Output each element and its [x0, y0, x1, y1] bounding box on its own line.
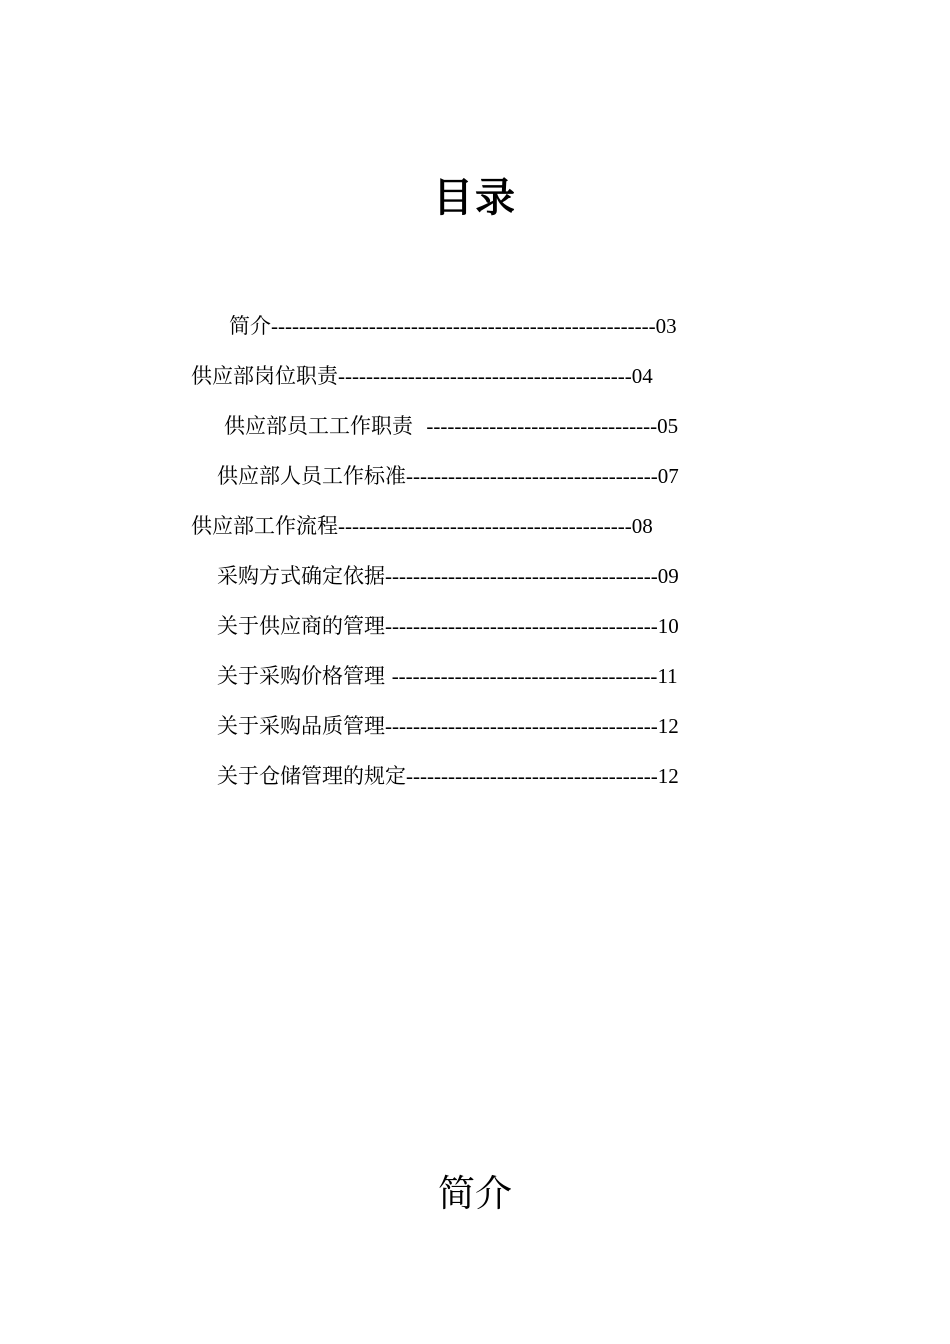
toc-title: 目录	[433, 175, 517, 221]
toc-entry-label: 供应部岗位职责	[191, 364, 338, 388]
toc-entry-page: 03	[655, 314, 677, 338]
toc-entry-leader: ---------------------------------	[426, 414, 658, 438]
toc-entry-page: 12	[657, 764, 679, 788]
toc-entry-label: 关于采购价格管理	[217, 664, 392, 688]
toc-entry-leader: ---------------------------------------	[385, 614, 658, 638]
toc-entry-leader: ---------------------------------------	[385, 564, 658, 588]
toc-entry-page: 07	[657, 464, 679, 488]
toc-entry-label: 供应部工作流程	[191, 514, 338, 538]
toc-entry-page: 11	[657, 664, 678, 688]
toc-entry-label: 简介	[229, 314, 271, 338]
toc-entry-label: 关于采购品质管理	[217, 714, 385, 738]
toc-entry-label: 关于仓储管理的规定	[217, 764, 406, 788]
toc-entry-page: 04	[631, 364, 653, 388]
toc-entry-label: 供应部员工工作职责	[224, 414, 427, 438]
toc-entry-leader: --------------------------------------	[391, 664, 658, 688]
section-heading-intro: 简介	[438, 1172, 512, 1215]
toc-entry-leader: ------------------------------------------	[338, 514, 632, 538]
toc-entry-leader: -------------------------------------------------------	[271, 314, 656, 338]
toc-entry-page: 10	[657, 614, 679, 638]
toc-entry-leader: ------------------------------------------	[338, 364, 632, 388]
toc-entry-leader: ---------------------------------------	[385, 714, 658, 738]
toc-entry-label: 关于供应商的管理	[217, 614, 385, 638]
toc-entry-page: 12	[657, 714, 679, 738]
toc-entry-warehouse-rules	[196, 734, 679, 818]
toc-entry-leader: ------------------------------------	[406, 464, 658, 488]
toc-entry-page: 05	[657, 414, 679, 438]
toc-entry-label: 采购方式确定依据	[217, 564, 385, 588]
toc-entry-leader: ------------------------------------	[406, 764, 658, 788]
toc-entry-label: 供应部人员工作标准	[217, 464, 406, 488]
toc-entry-page: 08	[631, 514, 653, 538]
toc-entry-page: 09	[657, 564, 679, 588]
